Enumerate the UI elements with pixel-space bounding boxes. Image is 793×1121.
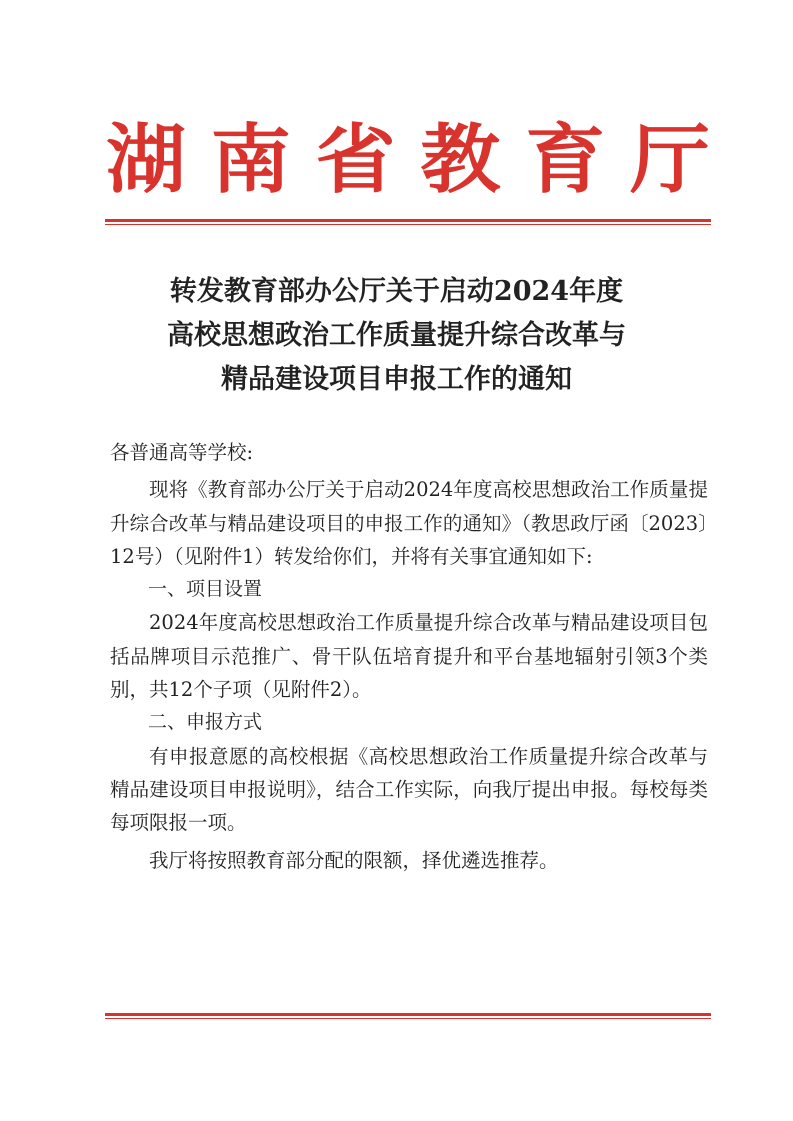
masthead-char: 育 [525, 115, 606, 204]
header-divider [105, 219, 711, 225]
masthead-char: 南 [210, 115, 291, 204]
masthead-char: 厅 [629, 115, 710, 204]
org-masthead [106, 115, 710, 204]
document-body [110, 436, 708, 877]
section-2-paragraph: 有申报意愿的高校根据《高校思想政治工作质量提升综合改革与精品建设项目申报说明》，结合工作实际，向我厅提出申报。每校每类每项限报一项。 [110, 744, 708, 835]
title-line: 高校思想政治工作质量提升综合改革与 [167, 320, 626, 351]
masthead-char: 教 [420, 115, 501, 204]
salutation: 各普通高等学校: [110, 441, 254, 464]
footer-divider [105, 1013, 711, 1019]
title-line: 转发教育部办公厅关于启动2024年度 [169, 276, 624, 307]
section-heading-2: 二、申报方式 [148, 711, 263, 734]
title-line: 精品建设项目申报工作的通知 [221, 364, 572, 395]
section-1-paragraph: 2024年度高校思想政治工作质量提升综合改革与精品建设项目包括品牌项目示范推广、骨干队伍培育提升和平台基地辐射引领3个类别，共12个子项（见附件2）。 [110, 611, 708, 702]
intro-paragraph: 现将《教育部办公厅关于启动2024年度高校思想政治工作质量提升综合改革与精品建设项目的申报工作的通知》（教思政厅函〔2023〕12号）（见附件1）转发给你们，并将有关事宜通知如下: [110, 478, 708, 568]
masthead-char: 湖 [106, 115, 186, 204]
section-heading-1: 一、项目设置 [148, 578, 263, 601]
document-title [80, 270, 713, 402]
masthead-char: 省 [315, 115, 396, 204]
section-2-paragraph-2: 我厅将按照教育部分配的限额，择优遴选推荐。 [149, 848, 559, 872]
